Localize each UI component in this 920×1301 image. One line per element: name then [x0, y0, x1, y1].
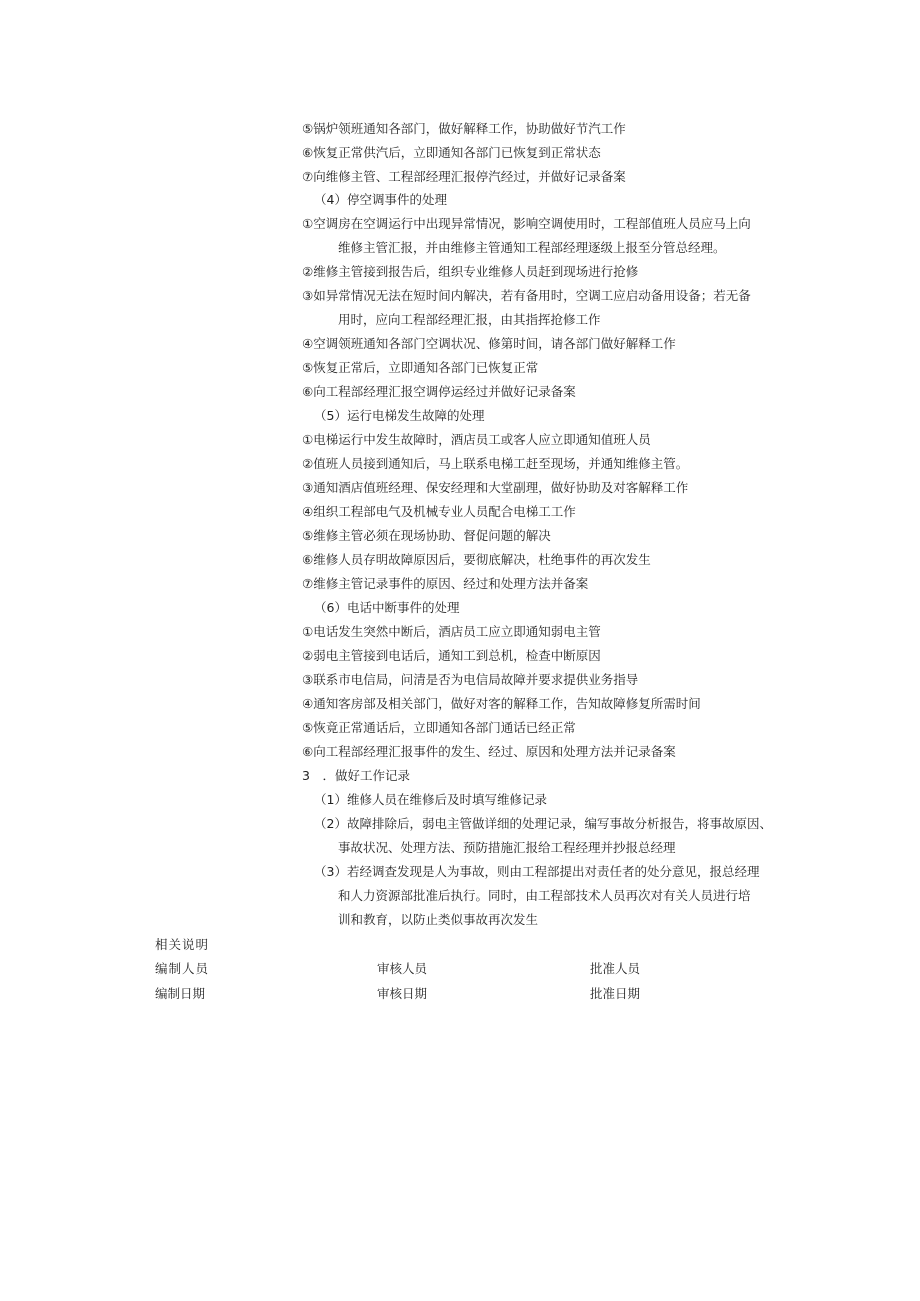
text-line: ⑤恢竟正常通话后，立即通知各部门通话已经正常	[302, 720, 576, 735]
section-heading: （6）电话中断事件的处理	[314, 600, 460, 615]
text-line: ⑥向工程部经理汇报事件的发生、经过、原因和处理方法并记录备案	[302, 744, 676, 759]
text-line: ②弱电主管接到电话后，通知工到总机，检查中断原因	[302, 648, 601, 663]
text-line: ①电话发生突然中断后，酒店员工应立即通知弱电主管	[302, 624, 601, 639]
text-line: ③联系市电信局，问清是否为电信局故障并要求提供业务指导	[302, 672, 639, 687]
text-line: ⑥恢复正常供汽后，立即通知各部门已恢复到正常状态	[302, 145, 601, 160]
reviewed-by-label: 审核人员	[377, 961, 428, 976]
section-heading: （4）停空调事件的处理	[314, 192, 447, 207]
text-line: 用时，应向工程部经理汇报，由其指挥抢修工作	[338, 312, 601, 327]
text-line: ⑤维修主管必须在现场协助、督促问题的解决	[302, 528, 551, 543]
text-line: ④空调领班通知各部门空调状况、修第时间，请各部门做好解释工作	[302, 336, 676, 351]
text-line: ③如异常情况无法在短时间内解决，若有备用时，空调工应启动备用设备；若无备	[302, 288, 751, 303]
text-line: 和人力资源部批准后执行。同时，由工程部技术人员再次对有关人员进行培	[338, 888, 751, 903]
text-line: ②值班人员接到通知后，马上联系电梯工赶至现场，并通知维修主管。	[302, 456, 689, 471]
related-notes-label: 相关说明	[155, 937, 210, 952]
text-line: ④组织工程部电气及机械专业人员配合电梯工工作	[302, 504, 576, 519]
section-heading: 3 ．做好工作记录	[302, 768, 410, 783]
compiled-date-label: 编制日期	[155, 986, 206, 1001]
text-line: ①电梯运行中发生故障时，酒店员工或客人应立即通知值班人员	[302, 432, 651, 447]
text-line: ⑥维修人员存明故障原因后，要彻底解决，杜绝事件的再次发生	[302, 552, 651, 567]
text-line: 维修主管汇报，并由维修主管通知工程部经理逐级上报至分管总经理。	[338, 240, 726, 255]
text-line: ⑤锅炉领班通知各部门，做好解释工作，协助做好节汽工作	[302, 121, 626, 136]
text-line: ⑦向维修主管、工程部经理汇报停汽经过，并做好记录备案	[302, 169, 626, 184]
text-line: ①空调房在空调运行中出现异常情况，影响空调使用时，工程部值班人员应马上向	[302, 216, 751, 231]
approved-by-label: 批准人员	[590, 961, 641, 976]
text-line: （1）维修人员在维修后及时填写维修记录	[314, 792, 547, 807]
text-line: 训和教育，以防止类似事故再次发生	[338, 912, 539, 927]
text-line: ③通知酒店值班经理、保安经理和大堂副理，做好协助及对客解释工作	[302, 480, 689, 495]
text-line: ⑥向工程部经理汇报空调停运经过并做好记录备案	[302, 384, 576, 399]
text-line: ⑦维修主管记录事件的原因、经过和处理方法并备案	[302, 576, 589, 591]
section-heading: （5）运行电梯发生故障的处理	[314, 408, 485, 423]
text-line: （3）若经调查发现是人为事故，则由工程部提出对责任者的处分意见，报总经理	[314, 864, 760, 879]
text-line: ②维修主管接到报告后，组织专业维修人员赶到现场进行抢修	[302, 264, 639, 279]
text-line: 事故状况、处理方法、预防措施汇报给工程经理并抄报总经理	[338, 840, 676, 855]
compiled-by-label: 编制人员	[155, 961, 210, 976]
text-line: （2）故障排除后，弱电主管做详细的处理记录，编写事故分析报告，将事故原因、	[314, 816, 772, 831]
text-line: ⑤恢复正常后，立即通知各部门已恢复正常	[302, 360, 539, 375]
approved-date-label: 批准日期	[590, 986, 641, 1001]
text-line: ④通知客房部及相关部门，做好对客的解释工作，告知故障修复所需时间	[302, 696, 701, 711]
reviewed-date-label: 审核日期	[377, 986, 428, 1001]
